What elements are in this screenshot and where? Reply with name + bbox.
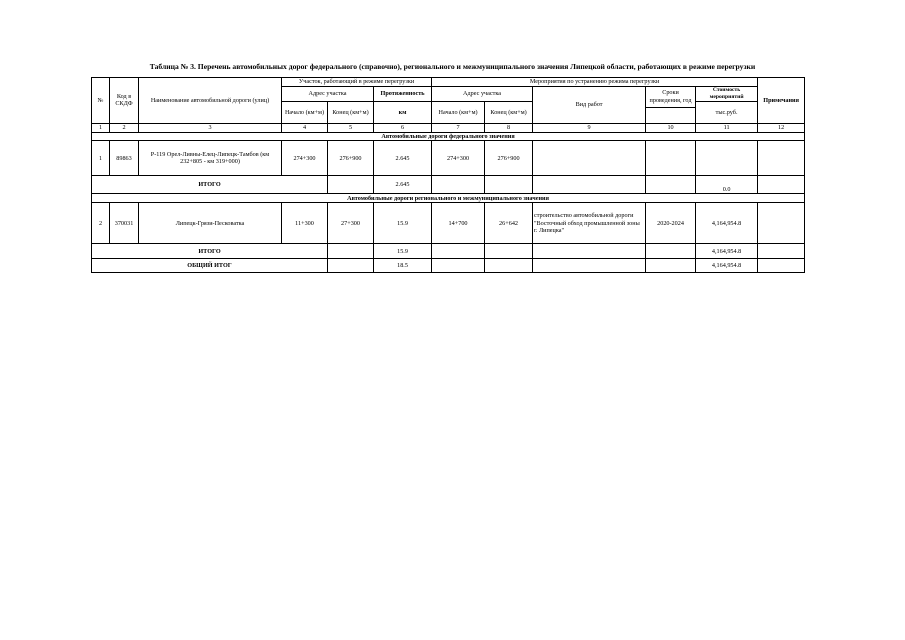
table-title: Таблица № 3. Перечень автомобильных дорог федерального (справочно), регионального и межмуниципального значения Липецкой области, работающих в режиме перегрузки: [149, 62, 756, 71]
col-num-7: 7: [432, 123, 485, 132]
total-label-federal: ИТОГО: [92, 176, 328, 194]
cell-cost: [696, 141, 758, 176]
col-num-5: 5: [328, 123, 374, 132]
cell-m-start: 274+300: [432, 141, 485, 176]
cell-work: строительство автомобильной дороги "Восточный обход промышленной зоны г. Липецка": [533, 203, 646, 244]
header-m-end: Конец (км+м): [485, 101, 533, 123]
cell-num: 1: [92, 141, 110, 176]
cell-work: [533, 141, 646, 176]
col-num-11: 11: [696, 123, 758, 132]
header-length-unit: км: [374, 101, 432, 123]
cell-name: Р-119 Орел-Ливны-Елец-Липецк-Тамбов (км 232+805 - км 319+000): [139, 141, 282, 176]
header-end: Конец (км+м): [328, 101, 374, 123]
cell-m-end: 26+642: [485, 203, 533, 244]
cell-end: 276+900: [328, 141, 374, 176]
cell-cost: 4,164,954.8: [696, 203, 758, 244]
cell-code: 370031: [110, 203, 139, 244]
header-length: Протяженность: [374, 87, 432, 102]
section-heading-regional: Автомобильные дороги регионального и межмуниципального значения: [92, 194, 805, 203]
roads-table: [91, 77, 805, 273]
total-row: [92, 244, 805, 259]
cell-m-start: 14+700: [432, 203, 485, 244]
header-m-address: Адрес участка: [432, 87, 533, 102]
grand-total-label: ОБЩИЙ ИТОГ: [92, 259, 328, 273]
grand-total-length: 18.5: [374, 259, 432, 273]
cell-start: 274+300: [282, 141, 328, 176]
header-cost-unit: тыс.руб.: [696, 101, 758, 123]
total-length-federal: 2.645: [374, 176, 432, 194]
header-period: Сроки проведения, год: [646, 87, 696, 108]
col-num-4: 4: [282, 123, 328, 132]
grand-total-row: [92, 259, 805, 273]
cell-num: 2: [92, 203, 110, 244]
cell-end: 27+300: [328, 203, 374, 244]
header-address: Адрес участка: [282, 87, 374, 102]
header-section-group: Участок, работающий в режиме перегрузки: [282, 78, 432, 87]
cell-period: 2020-2024: [646, 203, 696, 244]
table-row: [92, 203, 805, 244]
col-num-2: 2: [110, 123, 139, 132]
cell-m-end: 276+900: [485, 141, 533, 176]
table-row: [92, 141, 805, 176]
grand-total-cost: 4,164,954.8: [696, 259, 758, 273]
header-start: Начало (км+м): [282, 101, 328, 123]
header-code: Код в СКДФ: [110, 78, 139, 124]
header-measures-group: Мероприятия по устранению режима перегрузки: [432, 78, 758, 87]
header-work-type: Вид работ: [533, 87, 646, 124]
header-notes: Примечания: [758, 78, 805, 124]
cell-notes: [758, 203, 805, 244]
col-num-3: 3: [139, 123, 282, 132]
col-num-6: 6: [374, 123, 432, 132]
cell-name: Липецк-Грязи-Песковатка: [139, 203, 282, 244]
total-row: [92, 176, 805, 194]
section-heading-federal: Автомобильные дороги федерального значения: [92, 132, 805, 141]
total-cost-regional: 4,164,954.8: [696, 244, 758, 259]
col-num-8: 8: [485, 123, 533, 132]
cell-notes: [758, 141, 805, 176]
col-num-12: 12: [758, 123, 805, 132]
header-cost: Стоимость мероприятий: [696, 87, 758, 102]
cell-period: [646, 141, 696, 176]
header-m-start: Начало (км+м): [432, 101, 485, 123]
header-name: Наименование автомобильной дороги (улиц): [139, 78, 282, 124]
total-label-regional: ИТОГО: [92, 244, 328, 259]
cell-length: 2.645: [374, 141, 432, 176]
col-num-1: 1: [92, 123, 110, 132]
header-num: №: [92, 78, 110, 124]
cell-start: 11+300: [282, 203, 328, 244]
col-num-9: 9: [533, 123, 646, 132]
total-length-regional: 15.9: [374, 244, 432, 259]
col-num-10: 10: [646, 123, 696, 132]
cell-length: 15.9: [374, 203, 432, 244]
total-cost-federal: 0.0: [696, 176, 758, 194]
cell-code: 89863: [110, 141, 139, 176]
